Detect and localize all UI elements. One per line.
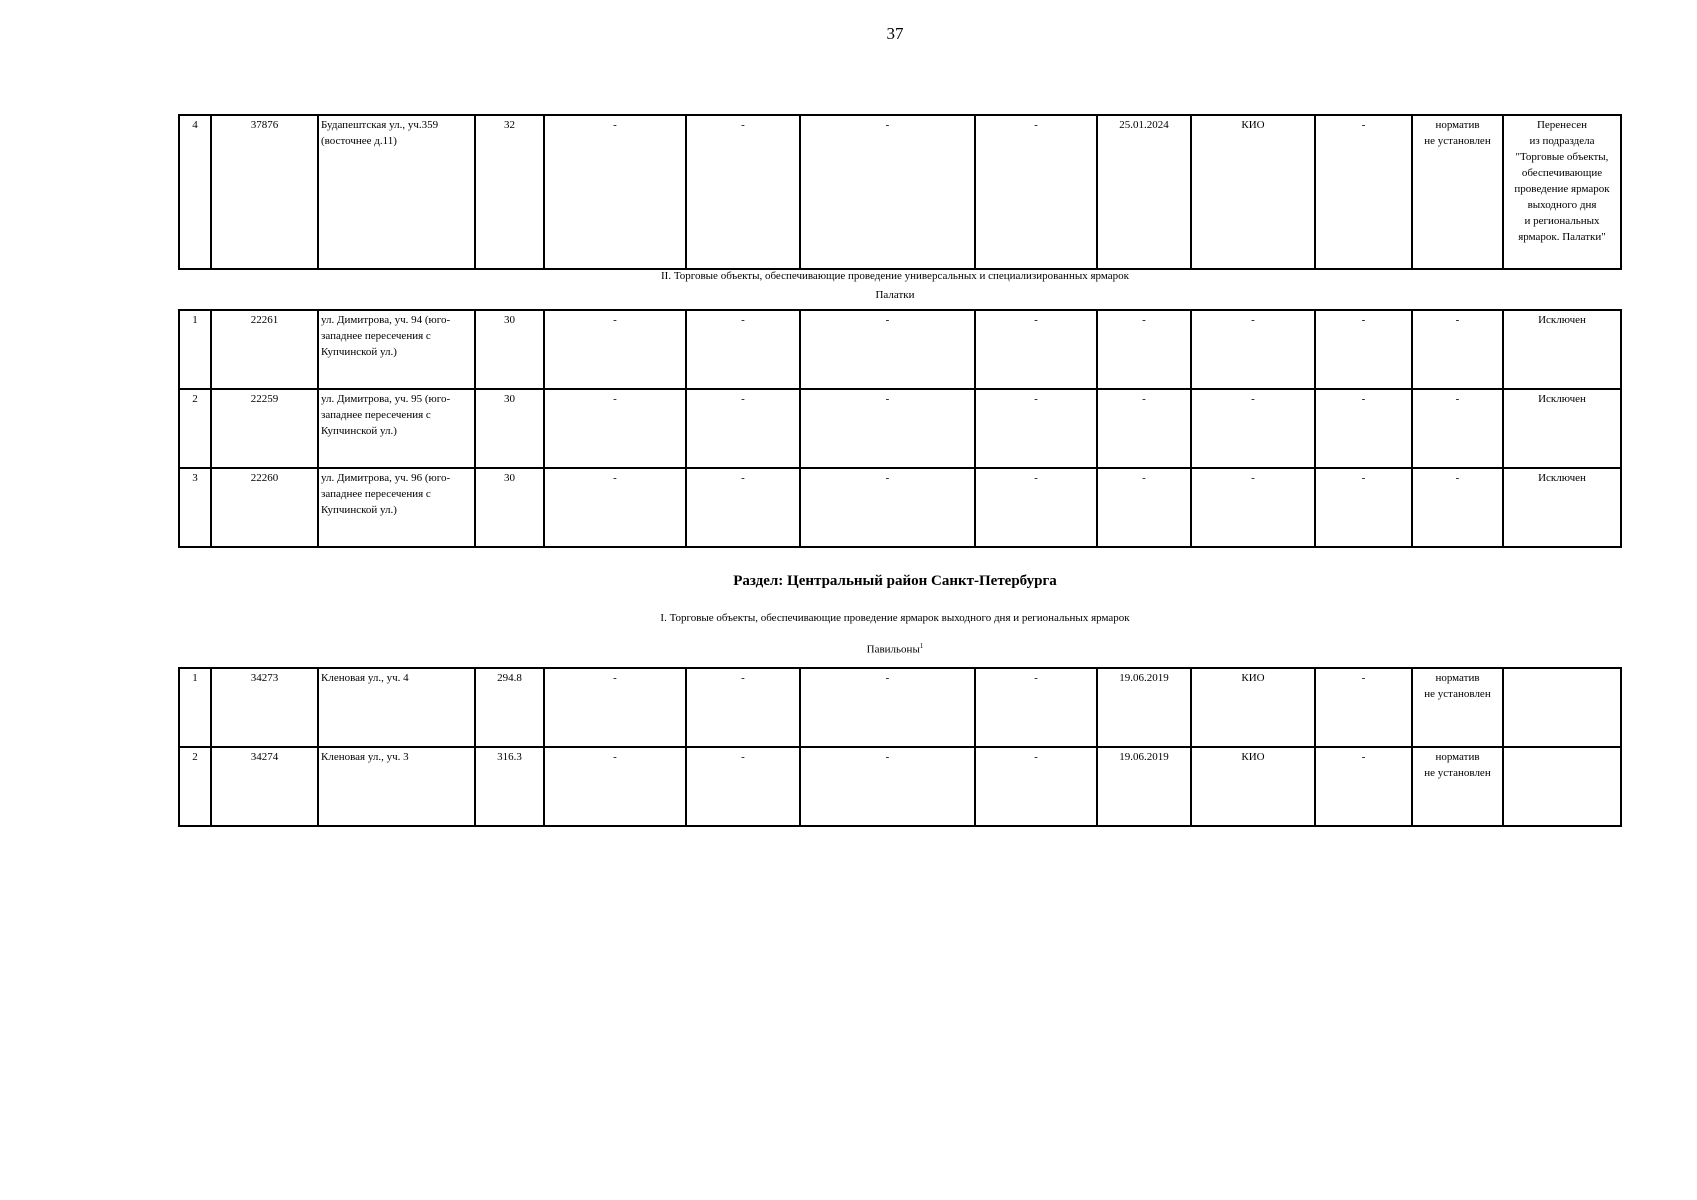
table-cell: 19.06.2019	[1097, 747, 1191, 826]
table-cell: 30	[475, 468, 544, 547]
table-cell: -	[1315, 668, 1412, 747]
table-cell: -	[800, 389, 975, 468]
table-row	[179, 747, 1621, 826]
table-cell: Перенесен из подраздела "Торговые объекты, обеспечивающие проведение ярмарок выходного дня и региональных ярмарок. Палатки"	[1503, 115, 1621, 269]
table-cell: -	[686, 747, 800, 826]
table-cell: КИО	[1191, 747, 1315, 826]
table-cell: 4	[179, 115, 211, 269]
table-cell: 22260	[211, 468, 318, 547]
table-cell: 30	[475, 389, 544, 468]
table-cell: -	[1315, 747, 1412, 826]
table-cell: 22259	[211, 389, 318, 468]
table-cell: -	[1097, 389, 1191, 468]
table-cell: 1	[179, 310, 211, 389]
table-cell: -	[544, 468, 686, 547]
table-cell: 30	[475, 310, 544, 389]
table-cell: -	[1191, 468, 1315, 547]
table-cell: -	[975, 310, 1097, 389]
table-cell: -	[544, 747, 686, 826]
subsection-title: II. Торговые объекты, обеспечивающие проведение универсальных и специализированных ярмарок	[661, 270, 1129, 282]
table-row	[179, 115, 1621, 269]
table-cell: -	[1191, 389, 1315, 468]
register-table-pavilions	[178, 667, 1622, 827]
table-cell: Исключен	[1503, 389, 1621, 468]
table-cell: -	[686, 468, 800, 547]
table-cell: 1	[179, 668, 211, 747]
table-cell: Кленовая ул., уч. 4	[318, 668, 475, 747]
table-cell	[1503, 747, 1621, 826]
table-cell: -	[544, 115, 686, 269]
table-cell: -	[1315, 389, 1412, 468]
table-row	[179, 468, 1621, 547]
table-cell: 34274	[211, 747, 318, 826]
table-cell: -	[800, 747, 975, 826]
page-number: 37	[886, 24, 904, 43]
table-cell: 37876	[211, 115, 318, 269]
table-cell: 316.3	[475, 747, 544, 826]
section-subsection-title: I. Торговые объекты, обеспечивающие проведение ярмарок выходного дня и региональных ярмарок	[660, 612, 1130, 624]
table-cell: -	[975, 747, 1097, 826]
table-cell: -	[975, 115, 1097, 269]
table-cell: ул. Димитрова, уч. 94 (юго-западнее пересечения с Купчинской ул.)	[318, 310, 475, 389]
table-cell: 294.8	[475, 668, 544, 747]
table-row	[179, 668, 1621, 747]
table-cell: -	[1412, 310, 1503, 389]
table-cell: -	[544, 389, 686, 468]
table-cell: -	[686, 389, 800, 468]
table-cell: -	[800, 668, 975, 747]
table-cell: 25.01.2024	[1097, 115, 1191, 269]
table-cell: норматив не установлен	[1412, 747, 1503, 826]
table-cell: 34273	[211, 668, 318, 747]
table-cell: -	[975, 668, 1097, 747]
section-title: Раздел: Центральный район Санкт-Петербурга	[733, 573, 1057, 589]
register-table-top	[178, 114, 1622, 270]
table-cell: 3	[179, 468, 211, 547]
subsection-subtitle: Палатки	[875, 289, 915, 301]
section-subtitle	[0, 642, 1697, 656]
register-table-tents	[178, 309, 1622, 548]
table-row	[179, 389, 1621, 468]
table-cell: -	[1412, 468, 1503, 547]
table-cell: -	[686, 668, 800, 747]
table-cell: -	[1315, 115, 1412, 269]
table-row	[179, 310, 1621, 389]
subtitle-text: Павильоны	[866, 643, 920, 656]
table-cell: -	[1315, 468, 1412, 547]
table-cell: Исключен	[1503, 310, 1621, 389]
table-cell: норматив не установлен	[1412, 115, 1503, 269]
table-cell: ул. Димитрова, уч. 95 (юго-западнее пересечения с Купчинской ул.)	[318, 389, 475, 468]
table-cell: -	[544, 668, 686, 747]
table-cell: ул. Димитрова, уч. 96 (юго-западнее пересечения с Купчинской ул.)	[318, 468, 475, 547]
table-cell: -	[800, 115, 975, 269]
table-cell: -	[800, 310, 975, 389]
table-cell	[1503, 668, 1621, 747]
table-cell: -	[686, 115, 800, 269]
table-cell: 19.06.2019	[1097, 668, 1191, 747]
table-cell: 22261	[211, 310, 318, 389]
table-cell: норматив не установлен	[1412, 668, 1503, 747]
table-cell: 32	[475, 115, 544, 269]
table-cell: -	[1191, 310, 1315, 389]
table-cell: -	[544, 310, 686, 389]
table-cell: КИО	[1191, 115, 1315, 269]
table-cell: Кленовая ул., уч. 3	[318, 747, 475, 826]
table-cell: Будапештская ул., уч.359 (восточнее д.11)	[318, 115, 475, 269]
table-cell: -	[800, 468, 975, 547]
table-cell: Исключен	[1503, 468, 1621, 547]
table-cell: -	[1097, 310, 1191, 389]
table-cell: 2	[179, 389, 211, 468]
table-cell: -	[686, 310, 800, 389]
table-cell: -	[975, 468, 1097, 547]
table-cell: КИО	[1191, 668, 1315, 747]
table-cell: -	[1097, 468, 1191, 547]
table-cell: 2	[179, 747, 211, 826]
footnote-mark: 1	[919, 642, 924, 650]
table-cell: -	[1412, 389, 1503, 468]
table-cell: -	[1315, 310, 1412, 389]
table-cell: -	[975, 389, 1097, 468]
